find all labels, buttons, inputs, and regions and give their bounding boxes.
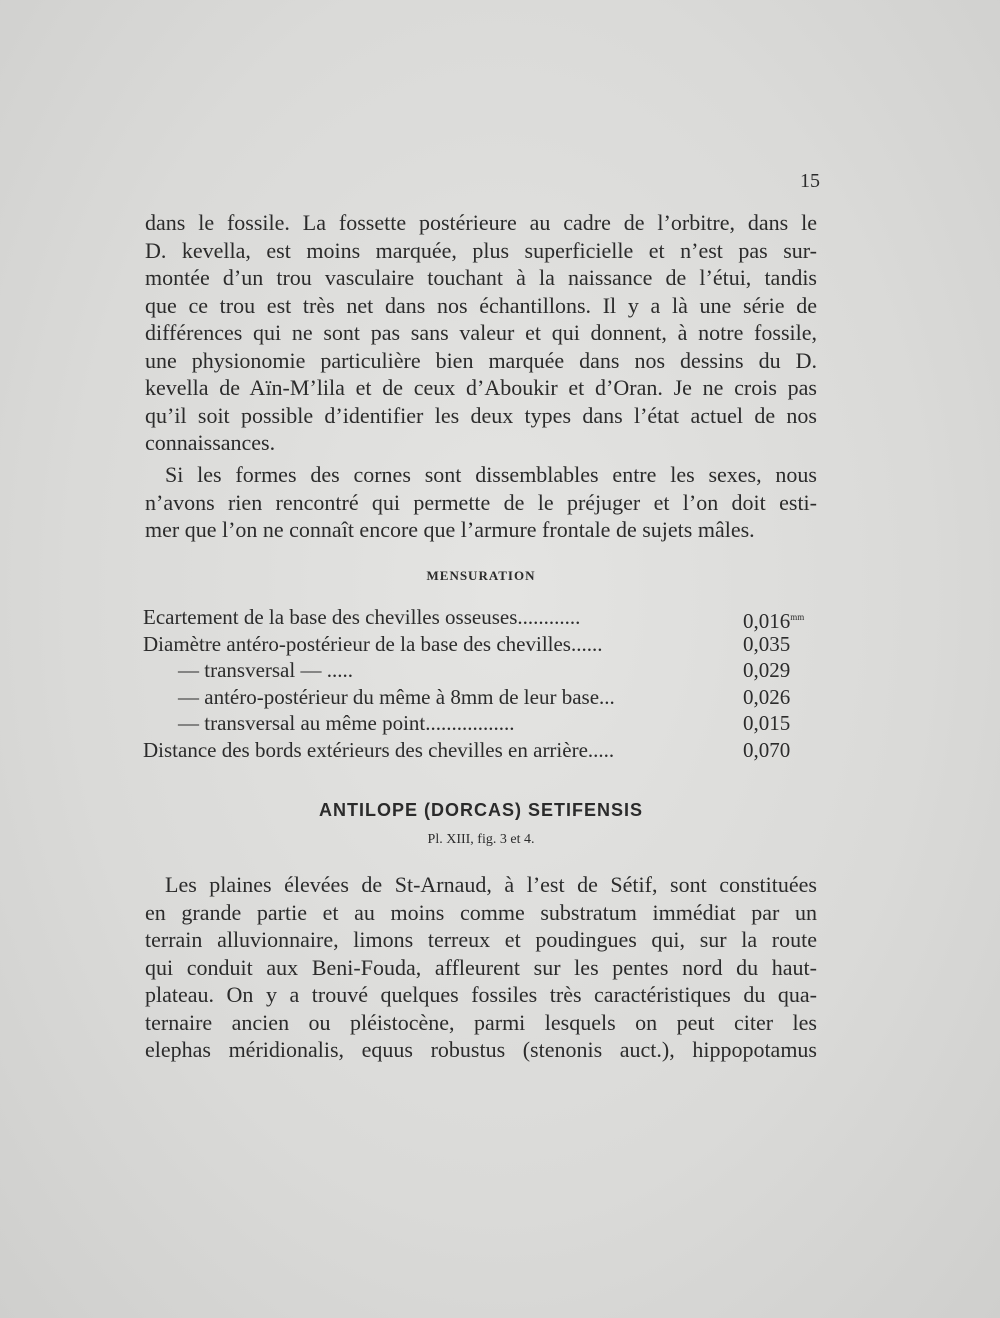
measurement-row xyxy=(143,710,823,737)
text-line: différences qui ne sont pas sans valeur et qui donnent, à notre fossile, xyxy=(145,320,817,345)
measurement-row xyxy=(143,737,823,764)
text-line: ternaire ancien ou pléistocène, parmi lesquels on peut citer les xyxy=(145,1009,817,1035)
paragraph-orbit-comparison xyxy=(145,209,817,457)
measurement-row xyxy=(143,657,823,684)
text-line: qui conduit aux Beni-Fouda, affleurent sur les pentes nord du haut- xyxy=(145,954,817,980)
measurement-table xyxy=(143,604,823,763)
text-line: D. kevella, est moins marquée, plus superficielle et n’est pas sur- xyxy=(145,237,817,263)
measurement-value: $0,016^{mm}$ xyxy=(743,609,805,633)
text-line: qu’il soit possible d’identifier les deux types dans l’état actuel de nos xyxy=(145,402,817,428)
text-line: dans le fossile. La fossette postérieure au cadre de l’orbitre, dans le xyxy=(145,210,817,235)
measurement-value: 0,029 xyxy=(743,658,791,682)
measurement-label: Ecartement de la base des chevilles osseuses............ xyxy=(143,605,581,629)
paragraph-st-arnaud-plains xyxy=(145,871,817,1064)
text-line: en grande partie et au moins comme substratum immédiat par un xyxy=(145,899,817,925)
text-line: montée d’un trou vasculaire touchant à la naissance de l’étui, tandis xyxy=(145,265,817,290)
measurement-label: — transversal — ..... xyxy=(178,658,353,682)
measurement-label: — antéro-postérieur du même à 8mm de leur base... xyxy=(178,684,615,709)
page-number: 15 xyxy=(800,170,820,192)
text-line: une physionomie particulière bien marquée dans nos dessins du D. xyxy=(145,347,817,373)
measurement-unit: mm xyxy=(790,612,805,622)
measurement-row xyxy=(143,631,823,658)
text-line: n’avons rien rencontré qui permette de le préjuger et l’on doit esti- xyxy=(145,489,817,515)
measurement-label: Diamètre antéro-postérieur de la base des chevilles...... xyxy=(143,631,603,656)
text-line: kevella de Aïn-M’lila et de ceux d’Aboukir et d’Oran. Je ne crois pas xyxy=(145,375,817,400)
text-line: que ce trou est très net dans nos échantillons. Il y a là une série de xyxy=(145,292,817,318)
paragraph-horn-forms xyxy=(145,461,817,544)
measurement-value: 0,026 xyxy=(743,684,791,709)
species-title: ANTILOPE (DORCAS) SETIFENSIS xyxy=(318,800,643,820)
text-line: elephas méridionalis, equus robustus (stenonis auct.), hippopotamus xyxy=(145,1037,817,1062)
measurement-label: — transversal au même point................. xyxy=(178,711,515,735)
plate-reference: Pl. XIII, fig. 3 et 4. xyxy=(427,832,535,847)
text-line: Les plaines élevées de St-Arnaud, à l’est de Sétif, sont constituées xyxy=(165,872,817,897)
text-line: connaissances. xyxy=(145,430,276,455)
measurement-row xyxy=(143,604,823,631)
measurement-value: 0,035 xyxy=(743,631,791,656)
text-line: Si les formes des cornes sont dissemblables entre les sexes, nous xyxy=(165,462,817,487)
text-line: mer que l’on ne connaît encore que l’armure frontale de sujets mâles. xyxy=(145,517,755,542)
section-heading-mensuration: MENSURATION xyxy=(426,568,536,583)
measurement-label: Distance des bords extérieurs des chevilles en arrière..... xyxy=(143,737,615,762)
text-line: terrain alluvionnaire, limons terreux et poudingues qui, sur la route xyxy=(145,927,817,952)
measurement-value: 0,070 xyxy=(743,737,791,762)
measurement-value: 0,015 xyxy=(743,711,791,735)
text-line: plateau. On y a trouvé quelques fossiles très caractéristiques du qua- xyxy=(145,982,817,1007)
measurement-row xyxy=(143,684,823,711)
